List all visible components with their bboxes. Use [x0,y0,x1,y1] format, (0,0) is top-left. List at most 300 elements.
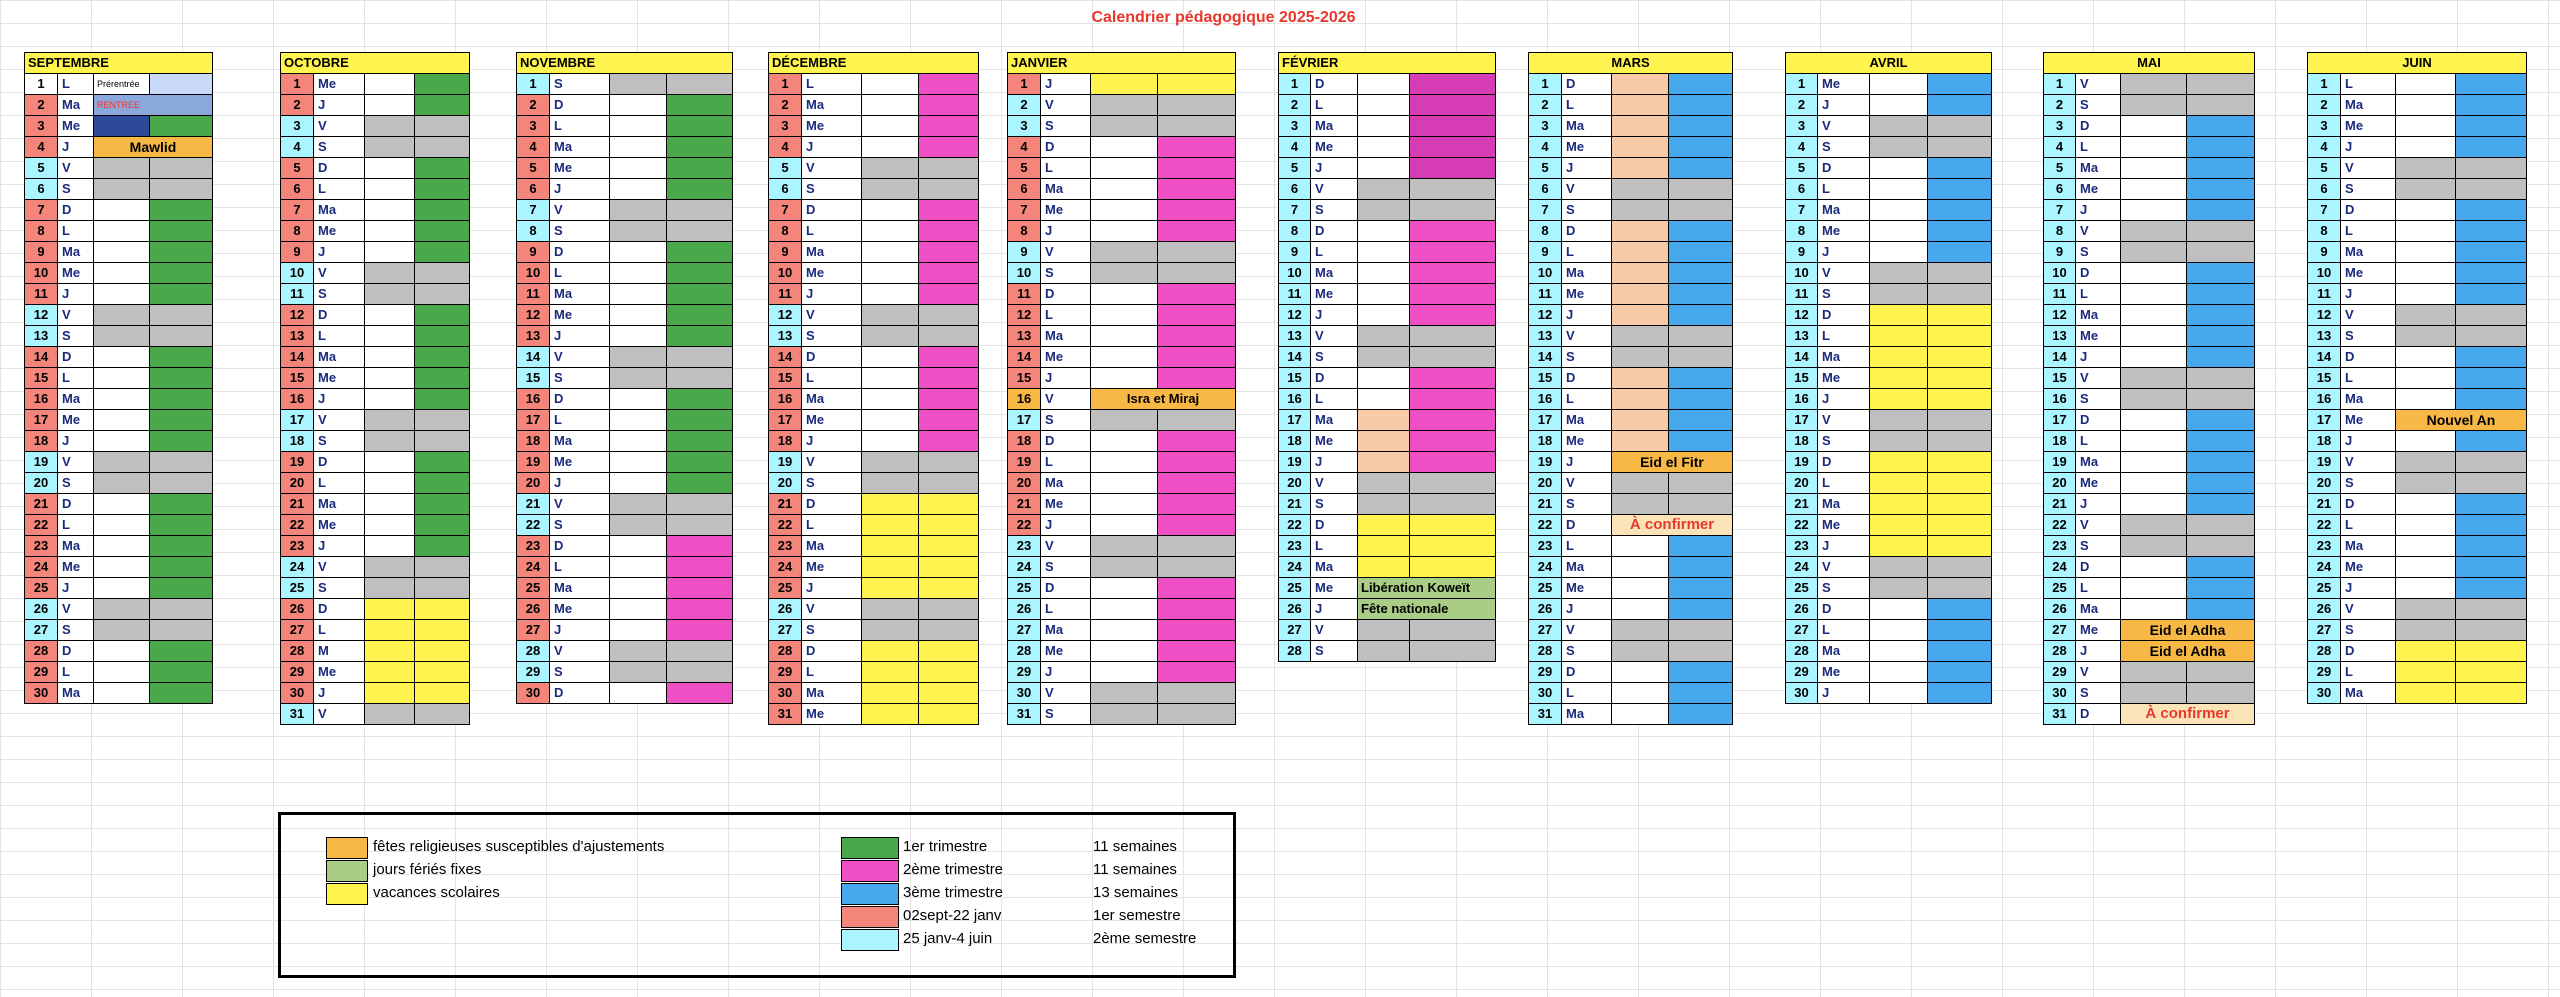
day-number: 1 [1529,74,1562,95]
day-row [769,116,979,137]
day-number: 17 [2308,410,2341,431]
day-number: 30 [1008,683,1041,704]
day-cell [2396,326,2456,347]
period-cell [919,599,979,620]
day-cell [2121,368,2187,389]
period-cell [1410,74,1496,95]
day-row [517,641,733,662]
period-cell [1928,368,1992,389]
month-table [24,52,213,704]
day-row [517,74,733,95]
day-row [1529,494,1733,515]
day-number: 4 [281,137,314,158]
period-cell [1410,263,1496,284]
period-cell [1928,242,1992,263]
day-row [1529,599,1733,620]
day-cell [365,137,415,158]
day-number: 31 [2044,704,2076,725]
weekday: J [1818,536,1870,557]
day-row [1008,326,1236,347]
weekday: Ma [314,494,365,515]
day-cell [1091,95,1158,116]
day-cell [1358,158,1410,179]
day-number: 10 [281,263,314,284]
weekday: V [802,452,862,473]
day-number: 26 [1529,599,1562,620]
day-cell [365,305,415,326]
day-number: 15 [1008,368,1041,389]
day-number: 31 [1008,704,1041,725]
weekday: Me [1818,221,1870,242]
day-number: 28 [1786,641,1818,662]
period-cell [2187,578,2255,599]
period-cell [1928,536,1992,557]
period-cell [1158,326,1236,347]
weekday: S [314,284,365,305]
day-cell [2396,221,2456,242]
weekday: Ma [550,578,610,599]
legend-value: 1er semestre [1093,907,1181,924]
day-number: 24 [2044,557,2076,578]
day-number: 8 [1008,221,1041,242]
day-cell [94,599,150,620]
period-cell [2456,641,2527,662]
weekday: J [1311,599,1358,620]
day-row [517,263,733,284]
day-row [25,347,213,368]
day-number: 5 [281,158,314,179]
day-row [25,158,213,179]
weekday: Ma [802,536,862,557]
day-number: 3 [769,116,802,137]
day-row [1279,200,1496,221]
day-cell [1870,557,1928,578]
day-cell [610,431,667,452]
day-row [2308,116,2527,137]
legend-label: 02sept-22 janv [903,907,1002,924]
day-row [25,494,213,515]
day-number: 20 [25,473,58,494]
period-cell [2456,578,2527,599]
period-cell [2187,74,2255,95]
weekday: S [314,137,365,158]
period-cell [2456,95,2527,116]
weekday: S [314,578,365,599]
day-cell [2121,662,2187,683]
weekday: V [550,200,610,221]
day-row [769,368,979,389]
weekday: J [2341,137,2396,158]
day-row [2308,221,2527,242]
day-number: 16 [281,389,314,410]
day-row [25,326,213,347]
day-row [281,662,470,683]
day-cell [365,116,415,137]
weekday: J [1818,95,1870,116]
day-number: 29 [2044,662,2076,683]
day-number: 8 [281,221,314,242]
day-number: 14 [517,347,550,368]
day-event: Eid el Fitr [1612,452,1733,473]
day-number: 28 [517,641,550,662]
day-row [1529,368,1733,389]
weekday: D [1041,578,1091,599]
day-cell [1870,620,1928,641]
weekday: V [1041,683,1091,704]
day-number: 3 [1786,116,1818,137]
weekday: Me [2076,473,2121,494]
weekday: S [1041,704,1091,725]
day-cell [365,284,415,305]
day-row [1529,95,1733,116]
day-cell [365,368,415,389]
day-row [25,641,213,662]
day-event: Libération Koweït [1358,578,1496,599]
day-number: 1 [281,74,314,95]
weekday: Me [1562,137,1612,158]
weekday: V [1311,179,1358,200]
period-cell [1928,179,1992,200]
day-row [1008,410,1236,431]
month-table [768,52,979,725]
weekday: D [314,305,365,326]
period-cell [1669,179,1733,200]
day-row [2308,662,2527,683]
day-row [1786,347,1992,368]
day-number: 5 [1279,158,1311,179]
day-row [769,284,979,305]
day-cell [1612,599,1669,620]
day-cell [2121,200,2187,221]
day-row [1786,389,1992,410]
day-number: 4 [1529,137,1562,158]
day-number: 21 [281,494,314,515]
day-cell [1612,284,1669,305]
day-cell [94,620,150,641]
day-number: 16 [2308,389,2341,410]
period-cell [1669,74,1733,95]
weekday: V [58,452,94,473]
day-row [281,389,470,410]
weekday: S [1818,137,1870,158]
day-cell [2396,536,2456,557]
day-row [1008,620,1236,641]
day-row [25,95,213,116]
period-cell [919,158,979,179]
period-cell [1669,536,1733,557]
period-cell [1410,158,1496,179]
weekday: V [802,599,862,620]
day-cell [862,662,919,683]
weekday: D [1041,137,1091,158]
day-cell [610,494,667,515]
period-cell [2187,179,2255,200]
weekday: J [1562,158,1612,179]
day-cell [1870,410,1928,431]
weekday: J [2341,578,2396,599]
weekday: L [550,116,610,137]
period-cell [150,74,213,95]
day-row [2044,284,2255,305]
day-cell [862,494,919,515]
day-row [517,431,733,452]
day-row [1529,137,1733,158]
period-cell [1410,137,1496,158]
period-cell [150,452,213,473]
day-cell [862,347,919,368]
weekday: J [802,137,862,158]
period-cell [2187,200,2255,221]
weekday: D [2341,347,2396,368]
day-number: 21 [1008,494,1041,515]
period-cell [1669,599,1733,620]
period-cell [919,431,979,452]
weekday: Ma [1311,410,1358,431]
day-cell [365,452,415,473]
day-number: 4 [769,137,802,158]
legend-label: fêtes religieuses susceptibles d'ajustements [373,838,665,855]
weekday: L [2341,662,2396,683]
period-cell [150,179,213,200]
weekday: D [802,641,862,662]
period-cell [1410,347,1496,368]
period-cell [1158,95,1236,116]
day-row [1786,116,1992,137]
weekday: Me [1311,578,1358,599]
day-cell [2396,641,2456,662]
weekday: D [1041,284,1091,305]
day-cell [365,599,415,620]
day-number: 11 [1279,284,1311,305]
day-row [1529,452,1733,473]
day-row [1008,74,1236,95]
period-cell [1928,284,1992,305]
weekday: L [1311,536,1358,557]
weekday: V [2076,368,2121,389]
period-cell [2456,662,2527,683]
day-cell [1091,620,1158,641]
day-cell [862,557,919,578]
day-number: 13 [769,326,802,347]
day-cell [2121,410,2187,431]
period-cell [1410,284,1496,305]
weekday: J [1041,662,1091,683]
weekday: Me [1041,494,1091,515]
period-cell [667,347,733,368]
day-number: 13 [1786,326,1818,347]
day-cell [610,74,667,95]
day-number: 22 [2308,515,2341,536]
day-cell [610,536,667,557]
day-cell [1358,305,1410,326]
day-number: 11 [1529,284,1562,305]
day-cell [2396,200,2456,221]
day-number: 2 [2308,95,2341,116]
day-number: 5 [1529,158,1562,179]
day-row [2044,410,2255,431]
day-number: 6 [1786,179,1818,200]
day-number: 20 [517,473,550,494]
day-number: 15 [2308,368,2341,389]
weekday: Me [2341,116,2396,137]
day-number: 31 [1529,704,1562,725]
day-number: 5 [1786,158,1818,179]
day-row [1529,704,1733,725]
day-cell [1870,305,1928,326]
period-cell [150,326,213,347]
weekday: S [1562,641,1612,662]
day-number: 29 [1008,662,1041,683]
day-cell [94,473,150,494]
day-number: 23 [517,536,550,557]
day-row [517,116,733,137]
period-cell [1928,74,1992,95]
day-row [1529,683,1733,704]
weekday: L [1818,473,1870,494]
day-cell [610,284,667,305]
day-number: 2 [1279,95,1311,116]
day-row [1279,305,1496,326]
weekday: J [58,431,94,452]
period-cell [667,536,733,557]
day-row [2044,599,2255,620]
weekday: Ma [1041,620,1091,641]
weekday: L [1562,389,1612,410]
day-cell [1612,536,1669,557]
day-cell [862,263,919,284]
period-cell [667,662,733,683]
period-cell [1928,410,1992,431]
day-row [2044,452,2255,473]
weekday: J [2076,494,2121,515]
day-number: 28 [1279,641,1311,662]
day-number: 5 [25,158,58,179]
day-number: 18 [2044,431,2076,452]
weekday: Me [550,305,610,326]
period-cell [1928,683,1992,704]
period-cell [1928,599,1992,620]
day-row [517,473,733,494]
day-cell [1091,410,1158,431]
day-number: 19 [1279,452,1311,473]
day-cell [1091,473,1158,494]
day-number: 13 [25,326,58,347]
day-number: 20 [1008,473,1041,494]
day-cell [1612,347,1669,368]
day-cell [94,305,150,326]
legend-value: 11 semaines [1093,861,1177,878]
period-cell [1669,389,1733,410]
day-number: 31 [281,704,314,725]
weekday: V [58,305,94,326]
weekday: J [802,431,862,452]
period-cell [1410,389,1496,410]
period-cell [1669,704,1733,725]
day-number: 25 [2308,578,2341,599]
day-number: 12 [1786,305,1818,326]
day-event: Prérentrée [94,74,150,95]
period-cell [667,557,733,578]
day-number: 14 [2308,347,2341,368]
period-cell [2456,242,2527,263]
day-row [1529,284,1733,305]
day-cell [1091,641,1158,662]
period-cell [1669,137,1733,158]
day-row [2308,263,2527,284]
weekday: L [1041,305,1091,326]
day-cell [1612,578,1669,599]
day-event: Isra et Miraj [1091,389,1236,410]
period-cell [1158,347,1236,368]
period-cell [415,116,470,137]
weekday: V [802,158,862,179]
day-row [2308,452,2527,473]
day-row [769,494,979,515]
day-cell [1870,641,1928,662]
weekday: S [1818,284,1870,305]
period-cell [1928,137,1992,158]
weekday: D [550,389,610,410]
period-cell [2187,158,2255,179]
day-cell [610,137,667,158]
period-cell [919,137,979,158]
day-number: 19 [2044,452,2076,473]
weekday: Ma [1562,410,1612,431]
day-number: 22 [1529,515,1562,536]
day-number: 11 [2044,284,2076,305]
period-cell [919,389,979,410]
period-cell [1158,557,1236,578]
day-cell [1612,494,1669,515]
weekday: S [1311,347,1358,368]
day-number: 25 [1008,578,1041,599]
day-row [769,200,979,221]
day-row [25,683,213,704]
period-cell [2456,221,2527,242]
weekday: Me [1562,284,1612,305]
day-number: 30 [1786,683,1818,704]
weekday: L [1041,599,1091,620]
day-row [1008,389,1236,410]
period-cell [667,452,733,473]
day-cell [1612,242,1669,263]
weekday: J [2076,200,2121,221]
day-row [1279,95,1496,116]
weekday: L [2341,221,2396,242]
weekday: L [58,74,94,95]
month-header: MAI [2044,53,2255,74]
period-cell [2187,137,2255,158]
period-cell [150,578,213,599]
day-number: 24 [2308,557,2341,578]
day-row [517,683,733,704]
day-number: 16 [769,389,802,410]
period-cell [1669,683,1733,704]
weekday: Me [1818,74,1870,95]
weekday: S [550,662,610,683]
weekday: S [58,326,94,347]
weekday: L [2076,578,2121,599]
day-cell [1870,137,1928,158]
period-cell [415,662,470,683]
legend-label: 2ème trimestre [903,861,1004,878]
day-number: 21 [1786,494,1818,515]
weekday: J [1818,389,1870,410]
day-cell [2121,683,2187,704]
period-cell [415,557,470,578]
month-header: DÉCEMBRE [769,53,979,74]
day-cell [2121,137,2187,158]
